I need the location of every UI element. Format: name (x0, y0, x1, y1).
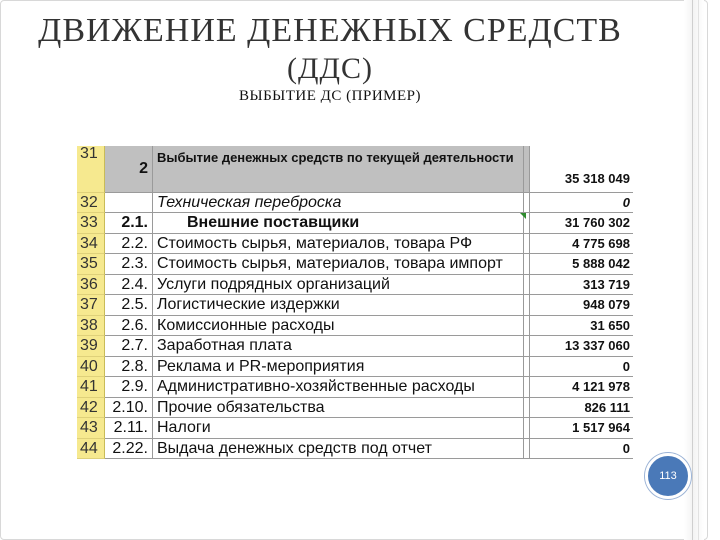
value-cell[interactable]: 13 337 060 (530, 336, 633, 356)
table-row (77, 193, 633, 213)
row-number-cell: 33 (77, 213, 105, 233)
name-cell[interactable]: Стоимость сырья, материалов, товара РФ (153, 234, 524, 254)
value-cell[interactable]: 35 318 049 (530, 146, 633, 193)
table-row (77, 146, 633, 193)
name-cell[interactable]: Внешние поставщики (153, 213, 524, 233)
name-cell[interactable]: Логистические издержки (153, 295, 524, 315)
table-row (77, 254, 633, 274)
table-row (77, 275, 633, 295)
table-row (77, 234, 633, 254)
row-number-cell: 34 (77, 234, 105, 254)
name-cell[interactable]: Налоги (153, 418, 524, 438)
name-cell[interactable]: Выбытие денежных средств по текущей деятельности (153, 146, 524, 193)
name-cell[interactable]: Техническая переброска (153, 193, 524, 213)
name-cell[interactable]: Административно-хозяйственные расходы (153, 377, 524, 397)
decorative-line (698, 0, 699, 540)
value-cell[interactable]: 948 079 (530, 295, 633, 315)
row-number-cell: 42 (77, 398, 105, 418)
value-cell[interactable]: 0 (530, 193, 633, 213)
table-row (77, 213, 633, 233)
code-cell[interactable]: 2.7. (105, 336, 153, 356)
row-number-cell: 38 (77, 316, 105, 336)
code-cell[interactable]: 2.22. (105, 439, 153, 459)
code-cell[interactable]: 2.1. (105, 213, 153, 233)
name-cell[interactable]: Заработная плата (153, 336, 524, 356)
name-cell[interactable]: Комиссионные расходы (153, 316, 524, 336)
row-number-cell: 39 (77, 336, 105, 356)
decorative-line (692, 0, 693, 540)
code-cell[interactable]: 2.6. (105, 316, 153, 336)
code-cell[interactable]: 2.10. (105, 398, 153, 418)
table-row (77, 295, 633, 315)
name-cell[interactable]: Услуги подрядных организаций (153, 275, 524, 295)
slide-subtitle: ВЫБЫТИЕ ДС (ПРИМЕР) (238, 88, 421, 104)
row-number-cell: 43 (77, 418, 105, 438)
code-cell[interactable] (105, 193, 153, 213)
name-cell[interactable]: Выдача денежных средств под отчет (153, 439, 524, 459)
slide-edge-decoration (684, 0, 704, 540)
table-row (77, 418, 633, 438)
value-cell[interactable]: 0 (530, 439, 633, 459)
value-cell[interactable]: 4 121 978 (530, 377, 633, 397)
row-number-cell: 37 (77, 295, 105, 315)
row-number-cell: 40 (77, 357, 105, 377)
row-number-cell: 35 (77, 254, 105, 274)
value-cell[interactable]: 31 650 (530, 316, 633, 336)
name-cell[interactable]: Реклама и PR-мероприятия (153, 357, 524, 377)
row-number-cell: 32 (77, 193, 105, 213)
code-cell[interactable]: 2.8. (105, 357, 153, 377)
name-cell[interactable]: Прочие обязательства (153, 398, 524, 418)
value-cell[interactable]: 31 760 302 (530, 213, 633, 233)
row-number-cell: 36 (77, 275, 105, 295)
value-cell[interactable]: 5 888 042 (530, 254, 633, 274)
name-cell[interactable]: Стоимость сырья, материалов, товара импорт (153, 254, 524, 274)
value-cell[interactable]: 0 (530, 357, 633, 377)
cell-comment-marker-icon (520, 213, 526, 219)
slide-title: ДВИЖЕНИЕ ДЕНЕЖНЫХ СРЕДСТВ (38, 12, 622, 49)
table-row (77, 439, 633, 459)
value-cell[interactable]: 1 517 964 (530, 418, 633, 438)
table-row (77, 316, 633, 336)
spreadsheet-table (77, 146, 633, 459)
table-row (77, 336, 633, 356)
value-cell[interactable]: 4 775 698 (530, 234, 633, 254)
code-cell[interactable]: 2.9. (105, 377, 153, 397)
page-number-badge: 113 (645, 453, 691, 499)
slide-title-abbreviation: (ДДС) (287, 52, 373, 85)
table-row (77, 398, 633, 418)
row-number-cell: 41 (77, 377, 105, 397)
code-cell[interactable]: 2.5. (105, 295, 153, 315)
row-number-cell: 31 (77, 146, 105, 193)
code-cell[interactable]: 2 (105, 146, 153, 193)
row-number-cell: 44 (77, 439, 105, 459)
value-cell[interactable]: 826 111 (530, 398, 633, 418)
code-cell[interactable]: 2.3. (105, 254, 153, 274)
table-row (77, 357, 633, 377)
code-cell[interactable]: 2.11. (105, 418, 153, 438)
table-row (77, 377, 633, 397)
code-cell[interactable]: 2.4. (105, 275, 153, 295)
code-cell[interactable]: 2.2. (105, 234, 153, 254)
value-cell[interactable]: 313 719 (530, 275, 633, 295)
